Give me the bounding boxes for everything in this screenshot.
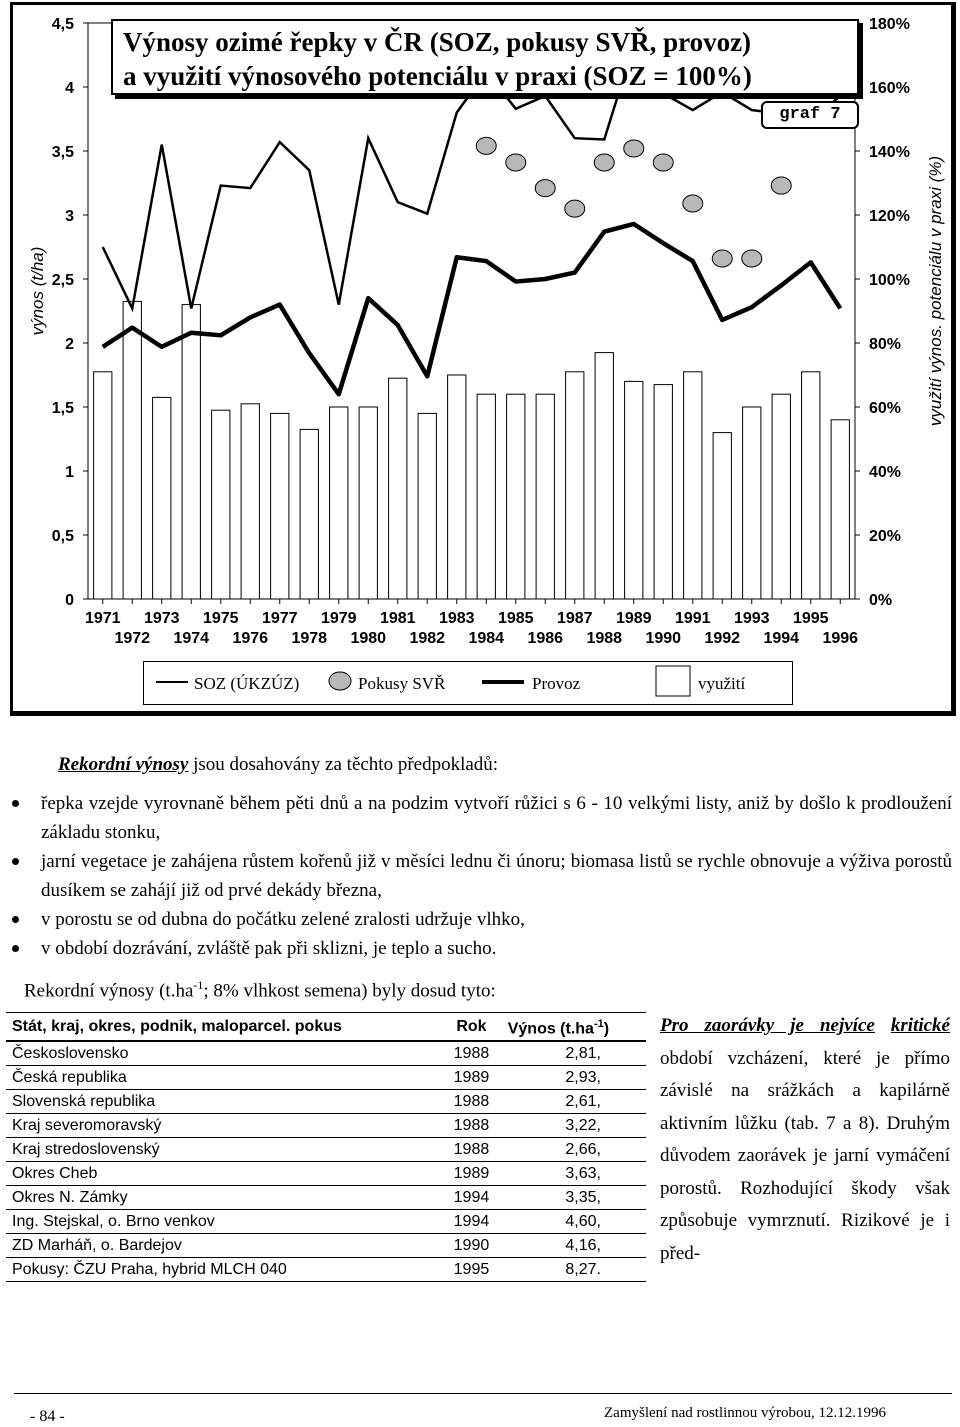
y2-tick-label: 60% — [869, 400, 902, 417]
y2-tick-label: 20% — [869, 528, 902, 545]
table-row — [6, 1138, 646, 1162]
bar-vyuziti-1974 — [182, 305, 200, 599]
table-cell-yield: 4,60, — [502, 1210, 646, 1234]
bar-vyuziti-1972 — [123, 301, 141, 599]
header-place: Stát, kraj, okres, podnik, maloparcel. pokus — [6, 1013, 441, 1042]
chart-legend — [143, 661, 793, 705]
table-cell-yield: 3,22, — [502, 1114, 646, 1138]
side-rest: období vzcházení, které je přímo závislé na srážkách a kapilárně aktivním lůžku (tab. 7 a 8). Druhým důvodem zaorávek je jarní vymáčení porostů. Rozhodující škody však způsobuje vymrznutí. Rizikové je i před- — [660, 1047, 950, 1264]
table-cell-place: Okres Cheb — [6, 1162, 441, 1186]
x-tick-label: 1991 — [674, 610, 711, 627]
intro-title: Rekordní výnosy — [58, 754, 189, 775]
list-item — [12, 934, 952, 963]
x-tick-label: 1988 — [586, 630, 623, 647]
table-cell-yield: 3,63, — [502, 1162, 646, 1186]
y-tick-label: 2,5 — [51, 272, 74, 289]
side-emphasis-2: kritické — [890, 1015, 950, 1036]
y-tick-label: 3 — [65, 208, 74, 225]
bar-vyuziti-1994 — [772, 394, 790, 599]
records-intro-sup: -1 — [193, 978, 204, 992]
table-cell-yield: 8,27. — [502, 1258, 646, 1282]
table-cell-yield: 3,35, — [502, 1186, 646, 1210]
header-yield — [502, 1013, 646, 1042]
intro-rest: jsou dosahovány za těchto předpokladů: — [188, 754, 499, 775]
y2-tick-label: 140% — [869, 144, 910, 161]
table-cell-place: Česká republika — [6, 1066, 441, 1090]
table-row — [6, 1041, 646, 1066]
table-cell-place: Okres N. Zámky — [6, 1186, 441, 1210]
table-row — [6, 1114, 646, 1138]
legend-svg — [144, 662, 792, 704]
bar-vyuziti-1978 — [300, 429, 318, 599]
x-tick-label: 1982 — [409, 630, 446, 647]
x-tick-label: 1975 — [202, 610, 239, 627]
legend-vyuziti-box — [656, 666, 690, 696]
bar-vyuziti-1976 — [241, 404, 259, 599]
table-cell-year: 1989 — [441, 1162, 502, 1186]
table-cell-place: ZD Marháň, o. Bardejov — [6, 1234, 441, 1258]
table-cell-year: 1994 — [441, 1186, 502, 1210]
point-svr-1987 — [565, 200, 585, 217]
point-svr-1984 — [476, 137, 496, 154]
conditions-text — [12, 750, 952, 1005]
y-tick-label: 1 — [65, 464, 74, 481]
intro-paragraph — [12, 750, 952, 779]
x-tick-label: 1994 — [763, 630, 800, 647]
table-cell-place: Pokusy: ČZU Praha, hybrid MLCH 040 — [6, 1258, 441, 1282]
y-tick-label: 1,5 — [51, 400, 74, 417]
table-cell-yield: 2,66, — [502, 1138, 646, 1162]
x-tick-label: 1979 — [320, 610, 357, 627]
y2-tick-label: 160% — [869, 80, 910, 97]
y-tick-label: 2 — [65, 336, 74, 353]
x-tick-label: 1974 — [173, 630, 210, 647]
bar-vyuziti-1985 — [507, 394, 525, 599]
table-row — [6, 1162, 646, 1186]
point-svr-1985 — [506, 154, 526, 171]
bar-vyuziti-1991 — [684, 372, 702, 599]
table-row — [6, 1090, 646, 1114]
point-svr-1990 — [653, 154, 673, 171]
x-tick-label: 1990 — [645, 630, 682, 647]
bar-vyuziti-1983 — [448, 375, 466, 599]
x-tick-label: 1981 — [379, 610, 416, 627]
side-paragraph — [660, 1010, 950, 1270]
legend-soz-label: SOZ (ÚKZÚZ) — [194, 674, 300, 693]
bar-vyuziti-1971 — [94, 372, 112, 599]
point-svr-1991 — [683, 195, 703, 212]
table-cell-place: Slovenská republika — [6, 1090, 441, 1114]
y2-tick-label: 40% — [869, 464, 902, 481]
x-tick-label: 1977 — [261, 610, 298, 627]
x-tick-label: 1985 — [497, 610, 534, 627]
y-tick-label: 0,5 — [51, 528, 74, 545]
table-cell-year: 1994 — [441, 1210, 502, 1234]
bar-vyuziti-1993 — [743, 407, 761, 599]
chart-frame — [10, 2, 956, 716]
header-yield-sup: -1 — [593, 1018, 604, 1030]
x-tick-label: 1980 — [350, 630, 387, 647]
table-row — [6, 1210, 646, 1234]
y2-axis-label: využití výnos. potenciálu v praxi (%) — [926, 155, 945, 427]
table-cell-yield: 2,93, — [502, 1066, 646, 1090]
table-cell-place: Kraj severomoravský — [6, 1114, 441, 1138]
table-cell-year: 1989 — [441, 1066, 502, 1090]
bullet-icon — [12, 858, 19, 865]
table-cell-place: Ing. Stejskal, o. Brno venkov — [6, 1210, 441, 1234]
y2-tick-label: 100% — [869, 272, 910, 289]
y2-tick-label: 80% — [869, 336, 902, 353]
footer-divider — [14, 1393, 952, 1394]
conditions-list — [12, 789, 952, 963]
table-cell-place: Československo — [6, 1041, 441, 1066]
chart-tag: graf 7 — [761, 101, 859, 129]
records-intro — [12, 971, 952, 1005]
x-tick-label: 1993 — [733, 610, 770, 627]
chart-title-line2: a využití výnosového potenciálu v praxi (SOZ = 100%) — [123, 61, 752, 91]
point-svr-1989 — [624, 140, 644, 157]
table-row — [6, 1234, 646, 1258]
table-cell-yield: 2,81, — [502, 1041, 646, 1066]
x-tick-label: 1984 — [468, 630, 505, 647]
footer-source: Zamyšlení nad rostlinnou výrobou, 12.12.1996 — [604, 1405, 887, 1421]
x-tick-label: 1986 — [527, 630, 564, 647]
records-intro-pre: Rekordní výnosy (t.ha — [24, 980, 194, 1002]
x-tick-label: 1971 — [84, 610, 121, 627]
table-cell-year: 1988 — [441, 1090, 502, 1114]
y-tick-label: 4 — [65, 80, 74, 97]
bar-vyuziti-1996 — [831, 420, 849, 599]
x-tick-label: 1978 — [291, 630, 328, 647]
x-tick-label: 1992 — [704, 630, 741, 647]
bar-vyuziti-1977 — [271, 413, 289, 599]
chart-title — [111, 19, 859, 95]
bullet-icon — [12, 916, 19, 923]
table-cell-year: 1988 — [441, 1041, 502, 1066]
table-cell-year: 1988 — [441, 1114, 502, 1138]
header-yield-end: ) — [603, 1020, 610, 1038]
legend-provoz-label: Provoz — [532, 674, 581, 693]
chart-title-line1: Výnosy ozimé řepky v ČR (SOZ, pokusy SVŘ, provoz) — [123, 27, 752, 57]
table-cell-yield: 4,16, — [502, 1234, 646, 1258]
records-table — [6, 1012, 646, 1282]
x-tick-label: 1996 — [822, 630, 859, 647]
records-intro-post: ; 8% vlhkost semena) byly dosud tyto: — [203, 980, 496, 1002]
side-emphasis-1: Pro zaorávky je nejvíce — [660, 1015, 875, 1036]
y-axis-label: výnos (t/ha) — [28, 246, 47, 336]
point-svr-1992 — [712, 250, 732, 267]
bar-vyuziti-1990 — [654, 385, 672, 599]
x-tick-label: 1973 — [143, 610, 180, 627]
point-svr-1994 — [771, 177, 791, 194]
records-body — [6, 1041, 646, 1282]
y-tick-label: 4,5 — [51, 16, 74, 33]
x-tick-label: 1976 — [232, 630, 269, 647]
x-tick-label: 1972 — [114, 630, 151, 647]
bar-vyuziti-1975 — [212, 410, 230, 599]
point-svr-1986 — [535, 180, 555, 197]
x-tick-label: 1995 — [792, 610, 829, 627]
header-yield-text: Výnos (t.ha — [507, 1020, 594, 1038]
bullet-icon — [12, 945, 19, 952]
page-number: - 84 - — [30, 1408, 65, 1425]
bar-vyuziti-1995 — [802, 372, 820, 599]
bar-vyuziti-1989 — [625, 381, 643, 599]
table-row — [6, 1186, 646, 1210]
list-item — [12, 847, 952, 905]
bar-vyuziti-1979 — [330, 407, 348, 599]
y-tick-label: 3,5 — [51, 144, 74, 161]
table-cell-year: 1988 — [441, 1138, 502, 1162]
bullet-icon — [12, 800, 19, 807]
y2-tick-label: 120% — [869, 208, 910, 225]
bar-vyuziti-1973 — [153, 397, 171, 599]
table-cell-place: Kraj stredoslovenský — [6, 1138, 441, 1162]
table-row — [6, 1066, 646, 1090]
y2-tick-label: 0% — [869, 592, 893, 609]
list-item — [12, 789, 952, 847]
bar-vyuziti-1980 — [359, 407, 377, 599]
table-cell-yield: 2,61, — [502, 1090, 646, 1114]
table-header-row — [6, 1013, 646, 1042]
header-year: Rok — [441, 1013, 502, 1042]
x-tick-label: 1987 — [556, 610, 593, 627]
bullet-text: řepka vzejde vyrovnaně během pěti dnů a na podzim vytvoří růžici s 6 - 10 velkými listy, aniž by došlo k prodloužení základu stonku, — [41, 793, 952, 843]
bullet-text: jarní vegetace je zahájena růstem kořenů již v měsíci lednu či únoru; biomasa listů se rychle obnovuje a výživa porostů dusíkem se zahájí již od prvé dekády března, — [41, 851, 952, 901]
table-cell-year: 1995 — [441, 1258, 502, 1282]
bullet-text: v porostu se od dubna do počátku zelené zralosti udržuje vlhko, — [41, 909, 525, 930]
list-item — [12, 905, 952, 934]
bullet-text: v období dozrávání, zvláště pak při sklizni, je teplo a sucho. — [41, 938, 497, 959]
point-svr-1993 — [742, 250, 762, 267]
point-svr-1988 — [594, 154, 614, 171]
bar-vyuziti-1986 — [536, 394, 554, 599]
bar-vyuziti-1992 — [713, 433, 731, 599]
table-cell-year: 1990 — [441, 1234, 502, 1258]
legend-svr-marker — [329, 672, 351, 690]
bar-vyuziti-1988 — [595, 353, 613, 599]
y-tick-label: 0 — [65, 592, 74, 609]
x-tick-label: 1989 — [615, 610, 652, 627]
bar-vyuziti-1987 — [566, 372, 584, 599]
bar-vyuziti-1981 — [389, 378, 407, 599]
legend-vyuziti-label: využití — [698, 674, 746, 693]
x-tick-label: 1983 — [438, 610, 475, 627]
y2-tick-label: 180% — [869, 16, 910, 33]
bar-vyuziti-1982 — [418, 413, 436, 599]
table-row — [6, 1258, 646, 1282]
bar-vyuziti-1984 — [477, 394, 495, 599]
legend-svr-label: Pokusy SVŘ — [358, 674, 446, 693]
